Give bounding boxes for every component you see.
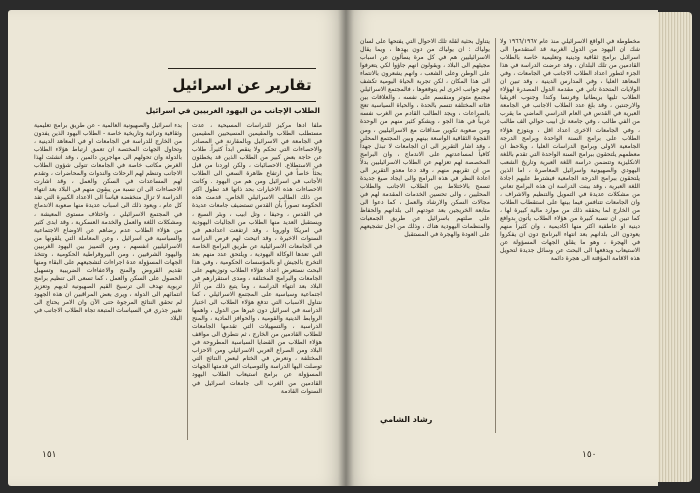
right-page-column-right: مخطوطة في الواقع الاسرائيلي منذ عام ١٩٦٦/١٩٦٧ ولا شك ان اليهود من الدول الغربية قد استقدموا الى اسرائيل برامج ثقافية ودينية وتعليمية خاصة بالطلاب القادمين من تلك البلدان ، وقد عرضت الدراسة في هذا الجزء لتطور اعداد الطلاب الاجانب في الجامعات ، وفي المعاهد العليا ، وفي المدارس الدينية ، وقد تبين ان الولايات المتحدة تأتي في مقدمة الدول المصدرة لهؤلاء الطلاب تليها بريطانيا وفرنسا وكندا وجنوب افريقيا والارجنتين ، وقد بلغ عدد الطلاب الاجانب في الجامعة العبرية في القدس في العام الدراسي الماضي ما يقرب من الفي طالب ، وفي جامعة تل ابيب حوالي الف طالب ، وفي الجامعات الاخرى اعداد اقل ، ويتوزع هؤلاء الطلاب على برامج السنة الواحدة وبرامج الدرجة الجامعية الاولى وبرامج الدراسات العليا ، ويلاحظ ان معظمهم يلتحقون ببرامج السنة الواحدة التي تقدم باللغة الانكليزية وتتضمن دراسة اللغة العبرية وتاريخ الشعب اليهودي والصهيونية واسرائيل المعاصرة ، اما الذين يلتحقون ببرامج الدرجة الجامعية فيشترط عليهم اجادة اللغة العبرية ، وقد بينت الدراسة ان هذه البرامج تعاني من مشكلات عديدة في التمويل والتنظيم والاشراف ، وان الجامعات تتنافس فيما بينها على استقطاب الطلاب من الخارج لما يحققه ذلك من موارد مالية كبيرة لها ، كما تبين ان نسبة كبيرة من هؤلاء الطلاب يأتون بدوافع دينية او عاطفية اكثر منها اكاديمية ، وان كثيراً منهم يعودون الى بلدانهم بعد انتهاء البرنامج دون ان يفكروا في الهجرة ، وهو ما يقلق الجهات المسؤولة عن الاستيعاب ويدفعها الى البحث عن وسائل جديدة لتحويل هذه الاقامة المؤقتة الى هجرة دائمة xyxy=(500,38,640,263)
left-page-column-right: ملفا ادها مركيز للدراسات المسيحية ، عدت مستطلب الطلاب والمقيمين المسيحيين المقيمين في الجامعة في الاسرائيل وبالمقارنة في المصادر والاحصاءات التي تحكم ولا ينقص ابداً كثيراً. طلاب عن حاجة بعض كبير من الطلاب الذين قد يخطئون في الاستطلاع. الاحصائيات ، ولكن اوردنا من قبل بحثاً خاصاً في ارتفاع ظاهرة السعي الى الطلاب الأجانب في اسرائيل ومن هم من اليهود . وكانت الاحصاءات هذه الاخبارات بحد ذاتها قد تطول اكثر من ذلك الطالب الاسرائيلي الخاص. قدمت هذه الحكومة تصوراً بأن القدس تستضيف جامعات عديدة في القدس ، وحيفا ، وتل ابيب ، وبئر السبع ، ويستقبل العديد منها الطلاب من الجاليات اليهودية في امريكا واوروبا ، وقد ارتفعت اعدادهم في السنوات الاخيرة ، وقد اتيحت لهم فرص الدراسة في الجامعات الاسرائيلية عن طريق البرامج الخاصة التي تعدها الوكالة اليهودية ، ويلتحق عدد منهم بعد التخرج بالجيش او بالمؤسسات الحكومية ، وفي هذا البحث نستعرض اعداد هؤلاء الطلاب وتوزيعهم على الجامعات والبرامج المختلفة ، ومدى استقرارهم في البلاد بعد انتهاء الدراسة ، وما يتبع ذلك من آثار اجتماعية وسياسية على المجتمع الاسرائيلي ، كما نتناول الاسباب التي تدفع هؤلاء الطلاب الى اختيار الدراسة في اسرائيل دون غيرها من الدول ، واهمها الروابط الدينية والقومية ، والحوافز المادية ، والمنح الدراسية ، والتسهيلات التي تقدمها الجامعات للطلاب القادمين من الخارج ، ثم نتطرق الى مواقف هؤلاء الطلاب من القضايا السياسية المطروحة في البلاد ومن الصراع العربي الاسرائيلي ومن الاحزاب المختلفة ، ونعرض في الختام لبعض النتائج التي توصلت اليها الدراسة والتوصيات التي قدمتها الجهات المسؤولة عن برامج استيعاب الطلاب اليهود القادمين من الغرب الى جامعات اسرائيل في السنوات القادمة xyxy=(192,122,322,395)
right-page xyxy=(346,10,658,486)
column-divider xyxy=(187,122,188,440)
page-number-left: ١٥١ xyxy=(42,450,57,460)
page-number-right: ١٥٠ xyxy=(582,450,597,460)
left-page xyxy=(8,10,346,486)
column-divider xyxy=(495,38,496,433)
open-book xyxy=(8,10,692,486)
article-title-box xyxy=(168,68,316,102)
article-title: تقارير عن اسرائيل xyxy=(172,76,312,94)
book-spine xyxy=(338,10,354,486)
article-author: رشاد الشامي xyxy=(380,415,433,424)
page-edges xyxy=(658,12,692,482)
article-subtitle: الطلاب الإجانب من اليهود الغربيين في اسرائيل xyxy=(145,106,320,115)
left-page-column-left: بدء اسرائيل والصهيونية العالمية - عن طريق برامج تعليمية وثقافية وتراثية وتاريخية خاصة - الطلاب اليهود الذين يفدون من الخارج للدراسة في الجامعات او في المعاهد الدينية ، وتحاول الجهات المختصة ان تعمق ارتباط هؤلاء الطلاب بالدولة وان تحولهم الى مهاجرين دائمين ، وقد انشئت لهذا الغرض مكاتب خاصة في الجامعات تتولى شؤون الطلاب الاجانب وتنظم لهم الرحلات والندوات والمحاضرات ، وتقدم لهم المساعدات في السكن والعمل ، وقد اشارت الاحصاءات الى ان نسبة من يبقون منهم في البلاد بعد انتهاء الدراسة لا تزال منخفضة قياساً الى الاعداد الكبيرة التي تفد كل عام ، ويعود ذلك الى اسباب عديدة منها صعوبة الاندماج في المجتمع الاسرائيلي ، واختلاف مستوى المعيشة ، ومشكلات اللغة والعمل والخدمة العسكرية ، وقد ابدى كثير من هؤلاء الطلاب عدم رضاهم عن الاوضاع الاجتماعية والسياسية في اسرائيل ، وعن المعاملة التي يلقونها من الاسرائيليين انفسهم ، ومن التمييز بين اليهود الغربيين واليهود الشرقيين ، ومن البيروقراطية الحكومية ، وتتخذ الجهات المسؤولة عدة اجراءات لتشجيعهم على البقاء ومنها تقديم القروض والمنح والاعفاءات الضريبية وتسهيل الحصول على السكن والعمل ، كما تسعى الى تنظيم برامج تربوية تهدف الى ترسيخ القيم الصهيونية لديهم وتعزيز انتمائهم الى الدولة ، ويرى بعض المراقبين ان هذه الجهود لم تحقق النتائج المرجوة حتى الآن وان الامر يحتاج الى تغيير جذري في السياسات المتبعة تجاه الطلاب الاجانب في البلاد xyxy=(34,122,182,323)
right-page-column-left: يتناول بحثية لقلة تلك الاحوال التي يفتحها على لسان يولياك : ان يولياك من دون يهدها ، ويما يقال الاسرائيليين هم في كل مرة يسألون عن اسباب مجيئهم الى البلاد ، ويقولون انهم جاؤوا لكي يتعرفوا على الوطن وعلى الشعب ، وانهم يشعرون بالانتماء الى هذا المكان ، لكن تجربة الحياة اليومية تكشف لهم جوانب اخرى لم يتوقعوها ، فالمجتمع الاسرائيلي مجتمع متوتر ومنقسم على نفسه ، والعلاقات بين فئاته المختلفة تتسم بالحدة ، والحياة السياسية تعج بالصراعات ، ويجد الطالب القادم من الغرب نفسه غريباً في هذا الجو ، ويشكو كثير منهم من الوحدة ومن صعوبة تكوين صداقات مع الاسرائيليين ، ومن الفجوة الثقافية الواسعة بينهم وبين المجتمع المحلي ، وقد اشار التقرير الى ان الجامعات لا تبذل جهداً كافياً لمساعدتهم على الاندماج ، وان البرامج المخصصة لهم تعزلهم عن الطلاب الاسرائيليين بدلاً من ان تقربهم منهم ، وقد دعا معدو التقرير الى اعادة النظر في هذه البرامج والى ايجاد صيغ جديدة تسمح بالاختلاط بين الطلاب الاجانب والطلاب المحليين ، والى تحسين الخدمات المقدمة لهم في مجالات السكن والارشاد والعمل ، كما دعوا الى متابعة الخريجين بعد عودتهم الى بلدانهم والحفاظ على صلتهم باسرائيل عن طريق الجمعيات والمنظمات اليهودية هناك ، وذلك من اجل تشجيعهم على العودة والهجرة في المستقبل xyxy=(360,38,490,239)
